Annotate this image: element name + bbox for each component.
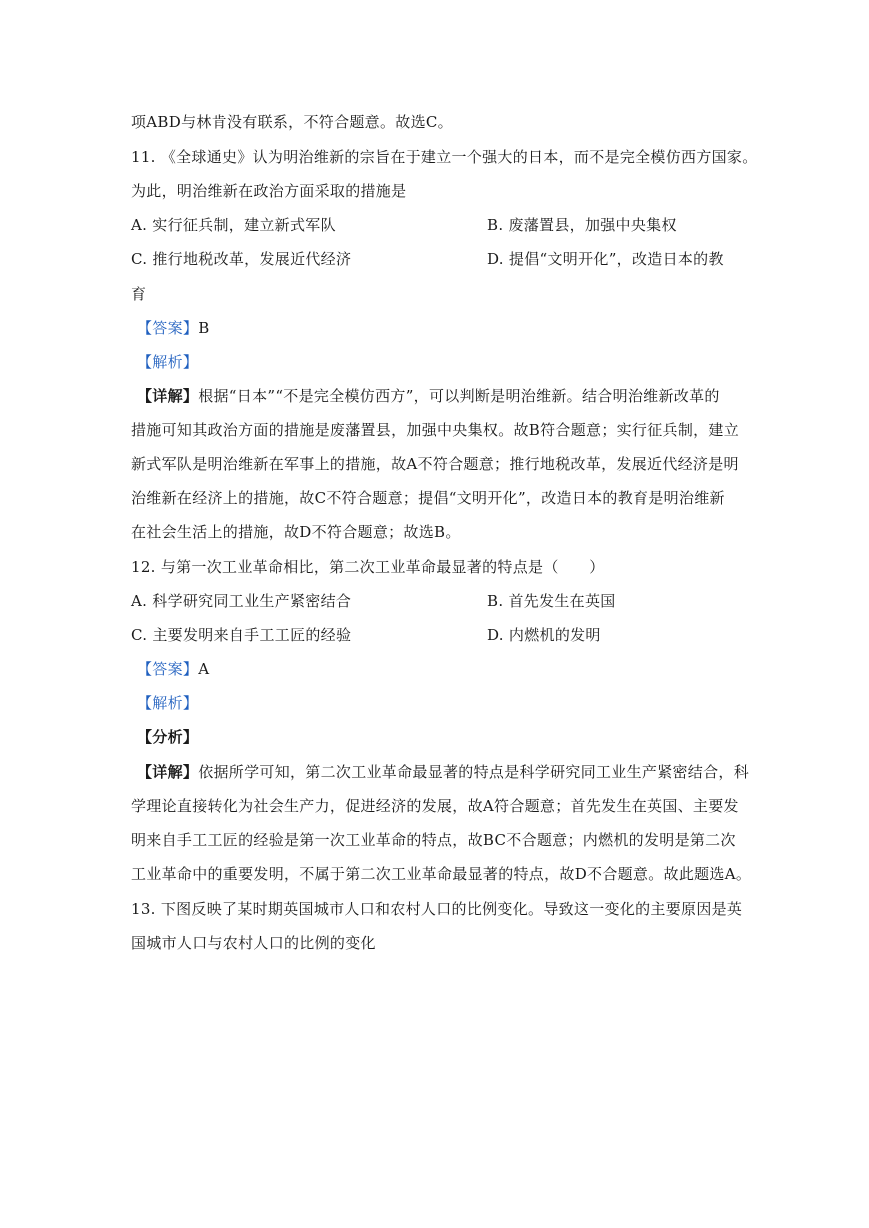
q12-option-d: D. 内燃机的发明 [487,626,601,644]
q13-stem-line-1: 13. 下图反映了某时期英国城市人口和农村人口的比例变化。导致这一变化的主要原因是英 [131,900,743,918]
q11-stem-line-2: 为此，明治维新在政治方面采取的措施是 [131,182,407,200]
q10-explanation-tail: 项ABD与林肯没有联系，不符合题意。故选C。 [131,113,453,131]
q11-option-d: D. 提倡“文明开化”，改造日本的教 [487,250,724,268]
q11-option-b: B. 废藩置县，加强中央集权 [487,216,677,234]
q12-detail-line-3: 明来自手工工匠的经验是第一次工业革命的特点，故BC不合题意；内燃机的发明是第二次 [131,831,736,849]
analysis-tag: 【解析】 [137,694,199,712]
q12-stem: 12. 与第一次工业革命相比，第二次工业革命最显著的特点是（ ） [131,558,605,576]
q12-option-b: B. 首先发生在英国 [487,592,616,610]
q11-option-c: C. 推行地税改革，发展近代经济 [131,250,352,268]
detail-tag: 【详解】 [137,763,199,781]
q12-detail-line-1 [137,762,749,782]
q11-detail-line-4: 治维新在经济上的措施，故C不符合题意；提倡“文明开化”，改造日本的教育是明治维新 [131,489,725,507]
q13-stem-line-2: 国城市人口与农村人口的比例的变化 [131,934,376,952]
q11-detail-line-1 [137,386,720,406]
q11-detail-line-5: 在社会生活上的措施，故D不符合题意；故选B。 [131,523,461,541]
q12-analysis-heading [137,693,198,713]
q12-option-c: C. 主要发明来自手工工匠的经验 [131,626,352,644]
q11-option-d-continuation: 育 [131,285,147,303]
answer-value: B [198,319,210,337]
answer-tag: 【答案】 [137,660,199,678]
q11-analysis-heading [137,352,198,372]
q11-option-a: A. 实行征兵制，建立新式军队 [131,216,336,234]
answer-tag: 【答案】 [137,319,199,337]
q12-answer [137,659,209,679]
q12-detail-line-4: 工业革命中的重要发明，不属于第二次工业革命最显著的特点，故D不合题意。故此题选A。 [131,865,752,883]
q12-detail-line-2: 学理论直接转化为社会生产力，促进经济的发展，故A符合题意；首先发生在英国、主要发 [131,797,739,815]
analysis-tag: 【解析】 [137,353,199,371]
detail-tag: 【详解】 [137,387,199,405]
answer-value: A [198,660,210,678]
q11-detail-line-2: 措施可知其政治方面的措施是废藩置县，加强中央集权。故B符合题意；实行征兵制，建立 [131,421,740,439]
detail-text: 依据所学可知，第二次工业革命最显著的特点是科学研究同工业生产紧密结合，科 [198,763,750,781]
q11-answer [137,318,210,338]
q12-option-a: A. 科学研究同工业生产紧密结合 [131,592,352,610]
fenxi-tag: 【分析】 [137,728,199,746]
detail-text: 根据“日本”“不是完全模仿西方”，可以判断是明治维新。结合明治维新改革的 [198,387,720,405]
q11-detail-line-3: 新式军队是明治维新在军事上的措施，故A不符合题意；推行地税改革，发展近代经济是明 [131,455,739,473]
q11-stem-line-1: 11. 《全球通史》认为明治维新的宗旨在于建立一个强大的日本，而不是完全模仿西方国家。 [131,148,758,166]
q12-fenxi-heading [137,727,198,747]
